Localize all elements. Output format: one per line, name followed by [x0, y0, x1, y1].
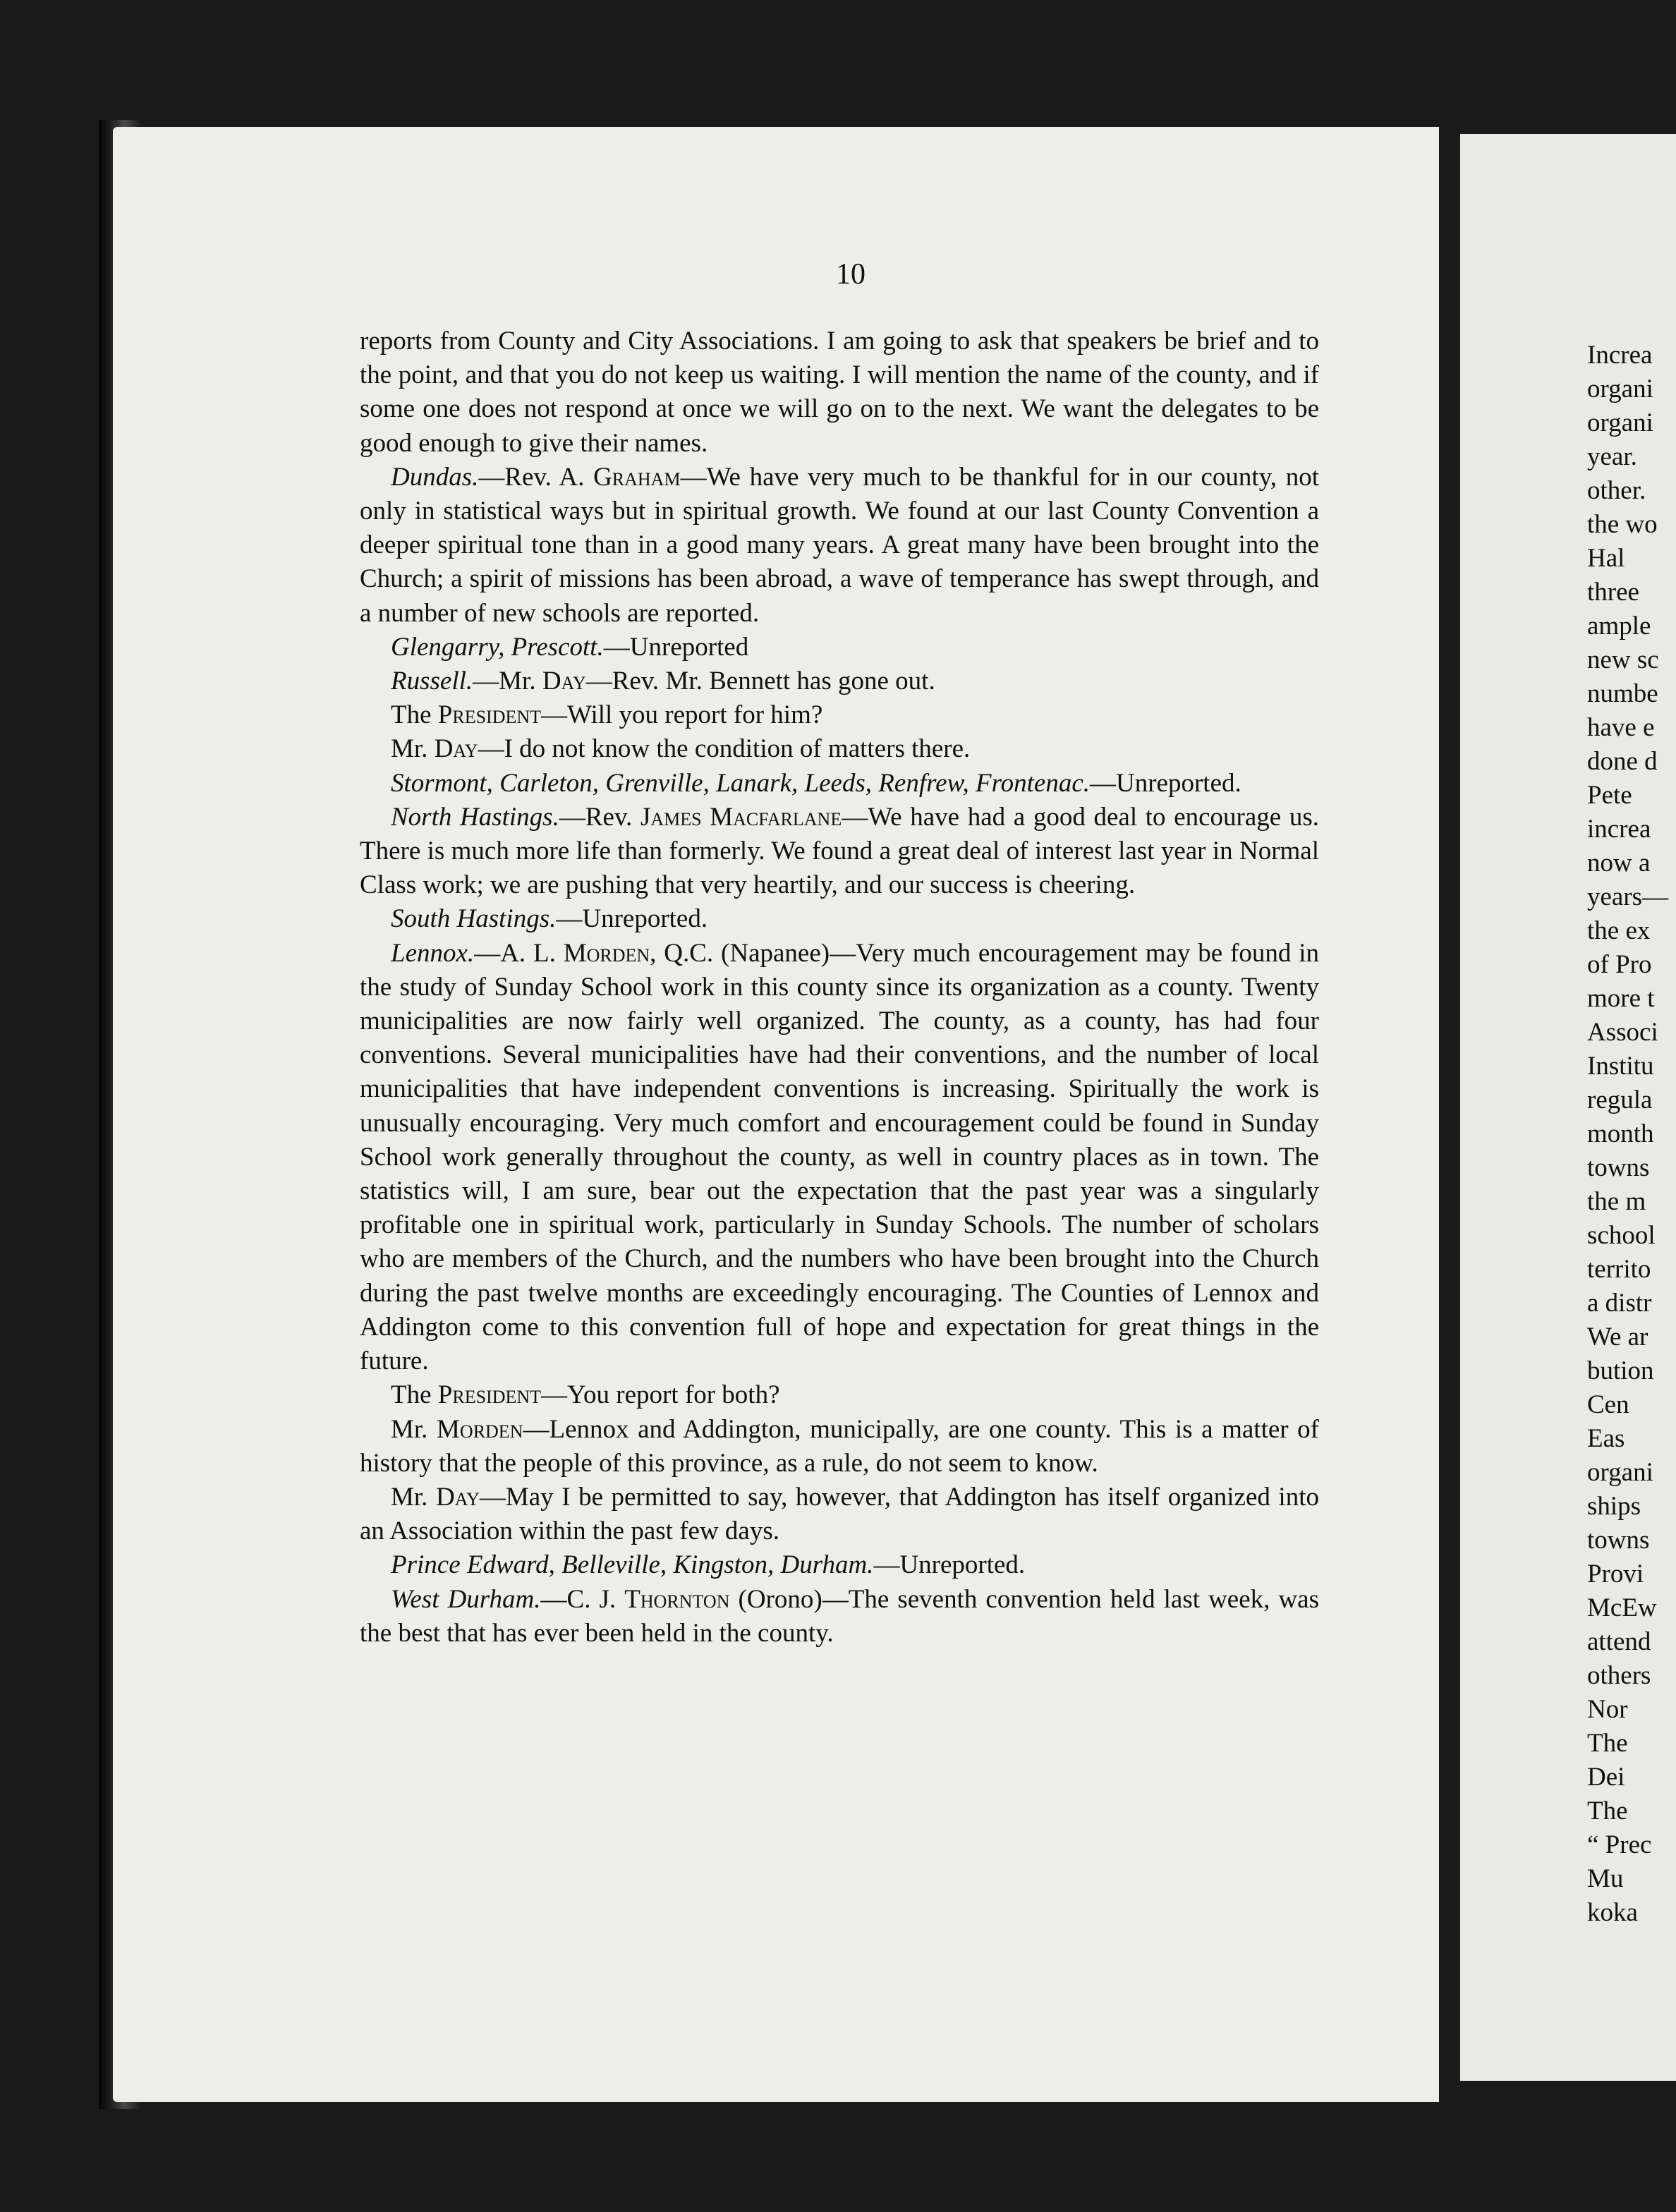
paragraph: [360, 1378, 1319, 1412]
right-page-line: school: [1587, 1221, 1656, 1250]
right-page-line: a distr: [1587, 1289, 1652, 1318]
place-heading: Glengarry, Prescott.: [391, 632, 604, 662]
right-page-line: others: [1587, 1661, 1651, 1690]
paragraph-text: Mr.: [391, 1414, 437, 1444]
paragraph: [360, 324, 1319, 461]
right-page-line: ships: [1587, 1492, 1641, 1521]
right-page-line: organi: [1587, 408, 1653, 437]
right-page-line: the wo: [1587, 510, 1658, 539]
paragraph-text: —May I be permitted to say, however, that Addington has itself organized into an Association within the past few days.: [360, 1482, 1319, 1546]
paragraph: [360, 937, 1319, 1379]
right-page-line: years—: [1587, 882, 1669, 911]
right-page-line: the m: [1587, 1187, 1646, 1216]
paragraph-text: —We have very much to be thankful for in our county, not only in statistical ways but in spiritual growth. We found at our last County Convention a deeper spiritual tone than in a good many years. A great many have been brought into the Church; a spirit of missions has been abroad, a wave of temperance has swept through, and a number of new schools are reported.: [360, 462, 1319, 628]
paragraph: [360, 1413, 1319, 1481]
place-heading: Lennox.: [391, 938, 475, 968]
paragraph-text: Mr.: [391, 734, 435, 764]
paragraph: [360, 461, 1319, 631]
paragraph-text: —Will you report for him?: [541, 700, 823, 730]
right-page-line: new sc: [1587, 645, 1659, 674]
right-page-line: towns: [1587, 1526, 1650, 1555]
right-page-line: We ar: [1587, 1323, 1648, 1351]
right-page-line: organi: [1587, 375, 1653, 403]
right-page-line: ample: [1587, 612, 1651, 640]
right-page-line: Provi: [1587, 1560, 1644, 1588]
paragraph-text: —Lennox and Addington, municipally, are one county. This is a matter of history that the people of this province, as a rule, do not seem to know.: [360, 1414, 1320, 1478]
paragraph-text: The: [391, 1380, 438, 1410]
place-heading: West Durham.: [391, 1584, 541, 1614]
paragraph: [360, 767, 1319, 801]
speaker-name: Graham: [593, 462, 681, 492]
paragraph: [360, 664, 1319, 698]
paragraph: [360, 1583, 1319, 1651]
place-heading: Russell.: [391, 667, 473, 696]
paragraph-text: The: [391, 700, 438, 730]
right-page-line: Mu: [1587, 1864, 1624, 1893]
paragraph-text: —Rev.: [559, 802, 640, 832]
right-page-line: year.: [1587, 442, 1637, 471]
right-page-line: three: [1587, 578, 1639, 607]
left-page-body: [360, 324, 1319, 1651]
paragraph-text: —You report for both?: [541, 1380, 780, 1410]
right-page-line: the ex: [1587, 916, 1651, 945]
paragraph: [360, 631, 1319, 664]
paragraph-text: —Unreported.: [556, 904, 708, 934]
speaker-name: Morden: [563, 938, 650, 968]
right-page-line: Dei: [1587, 1763, 1625, 1792]
right-page-line: increa: [1587, 815, 1651, 844]
right-page-line: Eas: [1587, 1424, 1625, 1453]
right-page-line: Increa: [1587, 341, 1653, 370]
place-heading: South Hastings.: [391, 904, 557, 934]
right-page-line: towns: [1587, 1153, 1650, 1182]
paragraph-text: Mr.: [391, 1482, 436, 1512]
right-page-line: Nor: [1587, 1695, 1628, 1724]
place-heading: Dundas.: [391, 462, 479, 492]
place-heading: North Hastings.: [391, 802, 559, 832]
speaker-name: Day: [542, 667, 586, 696]
paragraph-text: —Unreported.: [1090, 768, 1241, 798]
right-page-line: have e: [1587, 713, 1655, 742]
speaker-name: James Macfarlane: [640, 802, 842, 832]
paragraph-text: , Q.C. (Napanee)—Very much encouragement may be found in the study of Sunday School work in this county since its organization as a county. Twenty municipalities are now fairly well organized. The county, as a county, has had four conventions. Several municipalities have had their conventions, and the number of local municipalities that have independent conventions is increasing. Spiritually the work is unusually encouraging. Very much comfort and encouragement could be found in Sunday School work generally throughout the county, as well in country places as in town. The statistics will, I am sure, bear out the expectation that the past year was a singularly profitable one in spiritual work, particularly in Sunday Schools. The number of scholars who are members of the Church, and the numbers who have been brought into the Church during the past twelve months are exceedingly encouraging. The Counties of Lennox and Addington come to this convention full of hope and expectation for great things in the future.: [360, 938, 1319, 1376]
speaker-name: President: [437, 700, 542, 730]
right-page-line: bution: [1587, 1356, 1654, 1385]
paragraph: [360, 732, 1319, 766]
right-page-line: Pete: [1587, 781, 1632, 810]
paragraph: [360, 1481, 1319, 1548]
right-page-line: other.: [1587, 476, 1646, 505]
paragraph-text: —Rev. A.: [478, 462, 594, 492]
page-number: 10: [836, 258, 866, 291]
place-heading: Stormont, Carleton, Grenville, Lanark, Leeds, Renfrew, Frontenac.: [391, 768, 1090, 798]
paragraph: [360, 801, 1319, 903]
place-heading: Prince Edward, Belleville, Kingston, Durham.: [391, 1550, 874, 1580]
paragraph-text: —Mr.: [473, 667, 542, 696]
right-page-line: now a: [1587, 849, 1651, 877]
speaker-name: Day: [434, 734, 478, 764]
paragraph-text: —Rev. Mr. Bennett has gone out.: [585, 667, 935, 696]
right-page-line: territo: [1587, 1255, 1651, 1284]
right-page-line: month: [1587, 1119, 1654, 1148]
paragraph-text: —I do not know the condition of matters there.: [478, 734, 971, 764]
right-page-line: Hal: [1587, 544, 1625, 573]
right-page-line: “ Prec: [1587, 1830, 1652, 1859]
right-page-line: of Pro: [1587, 950, 1652, 979]
right-page-fragments: [1587, 339, 1676, 1930]
paragraph-text: —Unreported.: [873, 1550, 1026, 1580]
right-page-line: organi: [1587, 1458, 1653, 1487]
paragraph-text: —C. J.: [540, 1584, 625, 1614]
speaker-name: Morden: [437, 1414, 523, 1444]
paragraph-text: —Unreported: [603, 632, 749, 662]
right-page-line: numbe: [1587, 679, 1658, 708]
speaker-name: Thornton: [624, 1584, 730, 1614]
right-page-line: attend: [1587, 1627, 1651, 1656]
paragraph: [360, 1548, 1319, 1582]
right-page-line: regula: [1587, 1086, 1653, 1114]
paragraph-text: reports from County and City Associations. I am going to ask that speakers be brief and to the point, and that you do not keep us waiting. I will mention the name of the county, and if some one does not respond at once we will go on to the next. We want the delegates to be good enough to give their names.: [360, 327, 1319, 458]
paragraph-text: (Orono)—The seventh convention held last week, was the best that has ever been held in the county.: [360, 1584, 1320, 1648]
right-page-line: Associ: [1587, 1018, 1658, 1047]
speaker-name: President: [437, 1380, 542, 1410]
paragraph: [360, 698, 1319, 732]
right-page-line: Institu: [1587, 1052, 1654, 1081]
right-page-line: The: [1587, 1729, 1628, 1758]
right-page-line: The: [1587, 1797, 1628, 1825]
right-page-line: koka: [1587, 1898, 1638, 1927]
right-page-line: Cen: [1587, 1390, 1629, 1419]
right-page-line: McEw: [1587, 1593, 1657, 1622]
paragraph-text: —A. L.: [474, 938, 564, 968]
speaker-name: Day: [435, 1482, 480, 1512]
paragraph: [360, 902, 1319, 936]
right-page-line: done d: [1587, 747, 1658, 776]
paragraph-text: —We have had a good deal to encourage us. There is much more life than formerly. We found a great deal of interest last year in Normal Class work; we are pushing that very heartily, and our success is cheering.: [360, 802, 1319, 900]
right-page-line: more t: [1587, 984, 1655, 1013]
